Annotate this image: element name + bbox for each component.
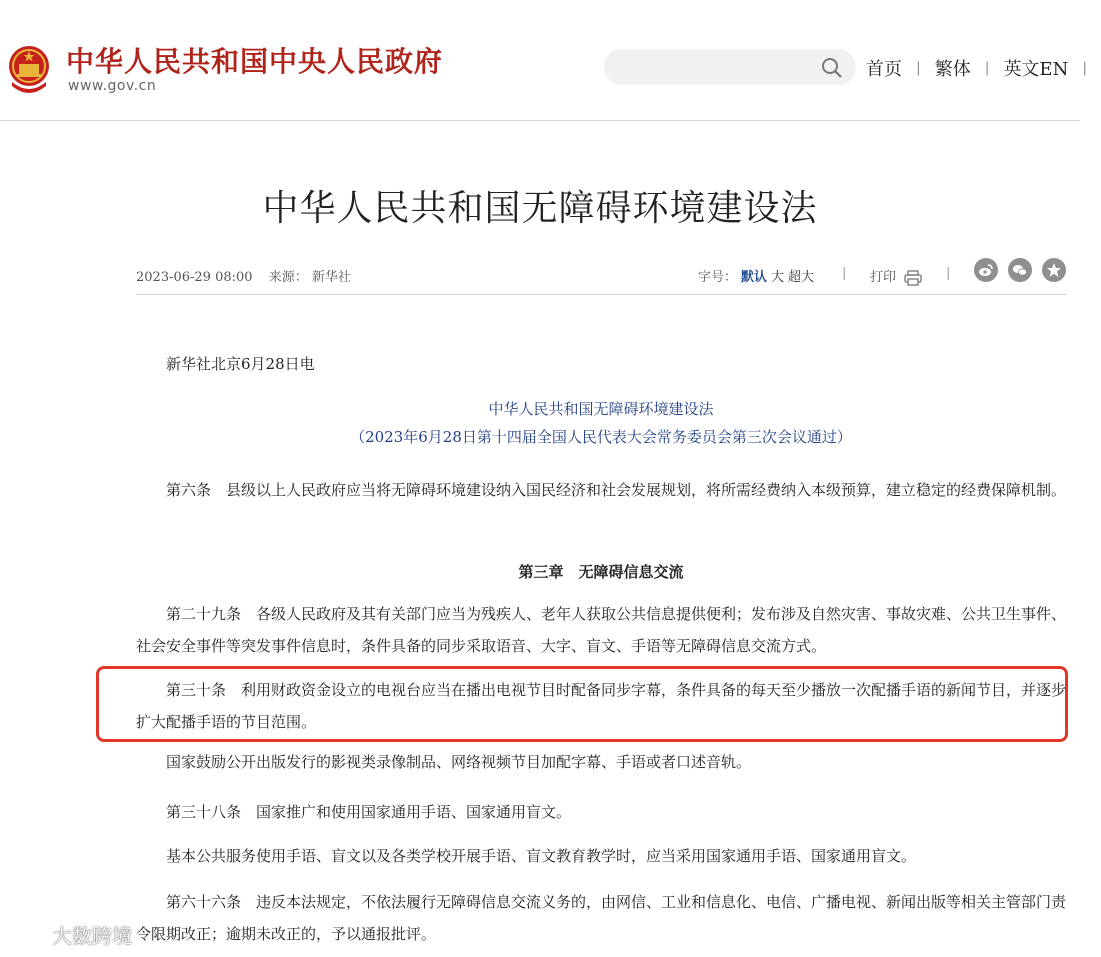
law-adopted-note: （2023年6月28日第十四届全国人民代表大会常务委员会第三次会议通过） (350, 428, 852, 446)
nav-traditional-link[interactable]: 繁体 (934, 59, 971, 80)
site-header (0, 0, 1088, 121)
font-size-default[interactable]: 默认 (741, 270, 768, 285)
article-29-paragraph: 第二十九条 各级人民政府及其有关部门应当为残疾人、老年人获取公共信息提供便利；发布涉及自然灾害、事故灾难、公共卫生事件、社会安全事件等突发事件信息时，条件具备的同步采取语音、大字、盲文、手语等无障碍信息交流方式。 (136, 605, 1067, 655)
watermark-logo-icon (10, 924, 46, 946)
article-38-second-paragraph: 基本公共服务使用手语、盲文以及各类学校开展手语、盲文教育教学时，应当采用国家通用手语、国家通用盲文。 (166, 847, 917, 865)
dateline: 新华社北京6月28日电 (166, 355, 315, 373)
favorite-button[interactable] (1042, 258, 1066, 282)
nav-english-link[interactable]: 英文EN (1003, 59, 1069, 80)
nav-separator: | (1082, 60, 1088, 76)
nav-separator: | (916, 60, 921, 76)
article-source: 来源： 新华社 (268, 270, 351, 285)
search-icon[interactable] (820, 56, 844, 80)
favorite-star-icon (1046, 262, 1062, 278)
wechat-share-button[interactable] (1008, 258, 1032, 282)
watermark-text: 大数跨境 (52, 924, 132, 948)
nav-home-link[interactable]: 首页 (866, 59, 902, 80)
chapter-heading: 第三章 无障碍信息交流 (518, 563, 684, 581)
top-nav (866, 55, 1101, 81)
site-name[interactable]: 中华人民共和国中央人民政府 (66, 45, 444, 78)
font-size-selector (698, 266, 814, 285)
font-size-large[interactable]: 大 (771, 270, 785, 285)
print-button[interactable] (870, 266, 922, 286)
wechat-icon (1012, 262, 1028, 278)
article-30-second-paragraph: 国家鼓励公开出版发行的影视类录像制品、网络视频节目加配字幕、手语或者口述音轨。 (166, 753, 752, 771)
national-emblem-icon[interactable] (6, 42, 52, 94)
font-size-label: 字号： (698, 270, 738, 285)
article-66-paragraph: 第六十六条 违反本法规定，不依法履行无障碍信息交流义务的，由网信、工业和信息化、电信、广播电视、新闻出版等相关主管部门责令限期改正；逾期未改正的，予以通报批评。 (136, 893, 1067, 943)
meta-separator: | (842, 266, 847, 281)
article-38-paragraph: 第三十八条 国家推广和使用国家通用手语、国家通用盲文。 (166, 803, 572, 821)
site-url[interactable]: www.gov.cn (68, 78, 157, 94)
article-title: 中华人民共和国无障碍环境建设法 (262, 188, 818, 229)
law-name: 中华人民共和国无障碍环境建设法 (488, 400, 714, 418)
article-30-paragraph: 第三十条 利用财政资金设立的电视台应当在播出电视节目时配备同步字幕，条件具备的每天至少播放一次配播手语的新闻节目，并逐步扩大配播手语的节目范围。 (136, 681, 1067, 731)
search-input[interactable] (604, 49, 856, 85)
weibo-share-button[interactable] (974, 258, 998, 282)
publish-date: 2023-06-29 08:00 (136, 270, 253, 285)
font-size-xlarge[interactable]: 超大 (788, 270, 815, 285)
article-6-paragraph: 第六条 县级以上人民政府应当将无障碍环境建设纳入国民经济和社会发展规划，将所需经费纳入本级预算，建立稳定的经费保障机制。 (166, 481, 1067, 499)
print-icon (904, 270, 922, 286)
weibo-icon (978, 262, 994, 278)
print-label: 打印 (870, 270, 897, 285)
article-meta-bar (136, 266, 1066, 295)
nav-separator: | (984, 60, 990, 76)
meta-separator: | (946, 266, 951, 281)
watermark (10, 920, 132, 949)
